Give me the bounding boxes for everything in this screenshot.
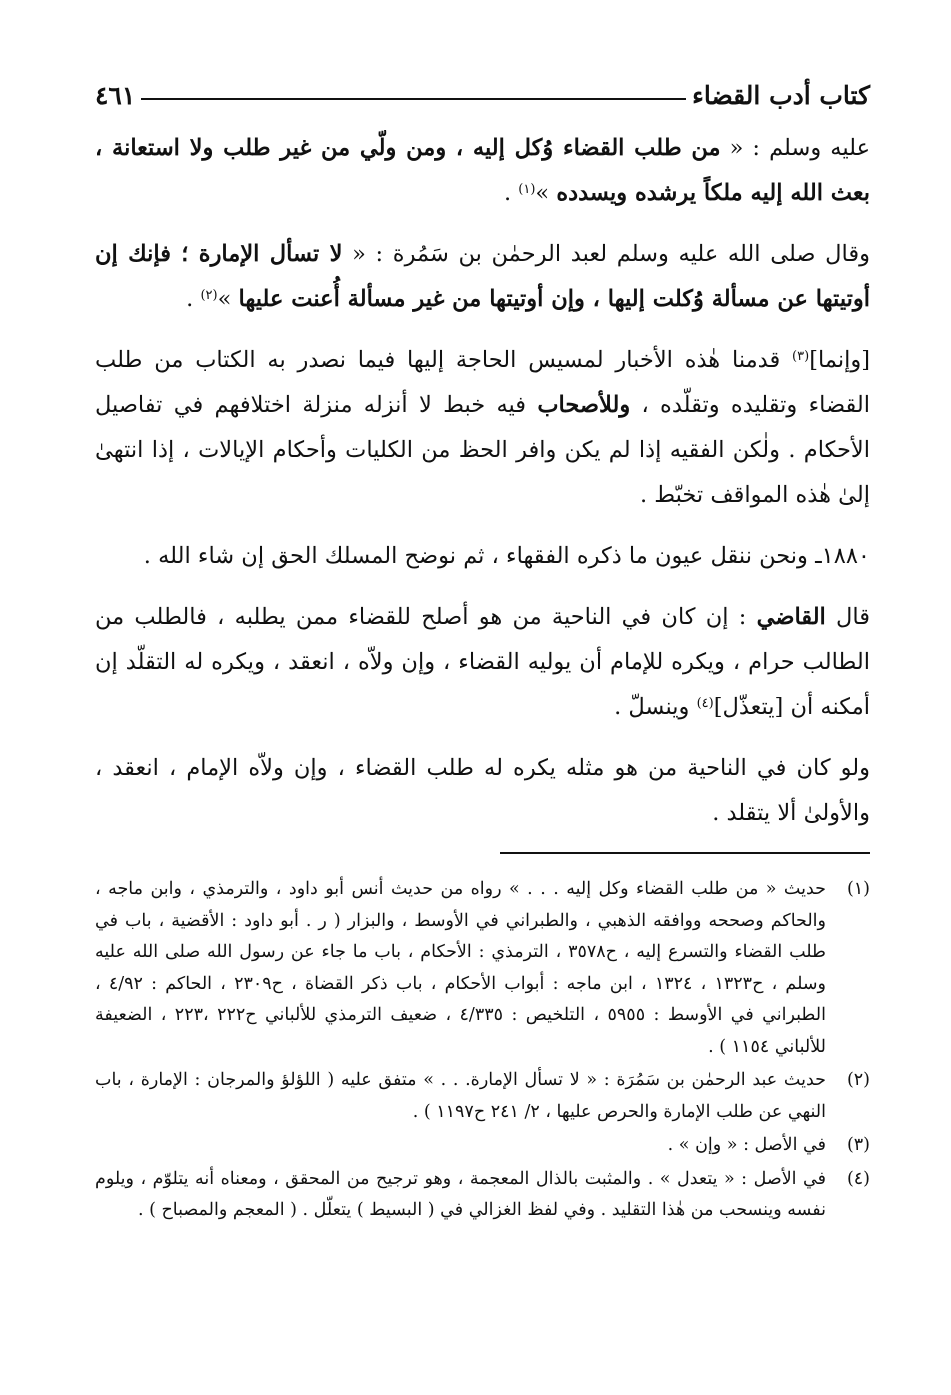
paragraph-2 <box>95 232 870 322</box>
footnote-text: في الأصل : « وإن » . <box>667 1135 826 1155</box>
footnote-ref: (٤) <box>696 696 714 711</box>
footnote-text: حديث عبد الرحمٰن بن سَمُرَة : « لا تسأل الإمارة. . . » متفق عليه ( اللؤلؤ والمرجان : الإمارة ، باب النهي عن طلب الإمارة والحرص عليها ، ٢/ ٢٤١ ح١١٩٧ ) . <box>95 1070 826 1122</box>
footnote-number: (٣) <box>846 1135 870 1155</box>
hadith-quote: لا تسأل الإمارة ؛ فإنك إن أوتيتها عن مسألة وُكلت إليها ، وإن أوتيتها من غير مسألة أُعنت عليها <box>95 241 870 312</box>
footnote-number: (٢) <box>846 1070 870 1090</box>
text-run: . <box>503 180 519 206</box>
text-run: ولو كان في الناحية من هو مثله يكره له طلب القضاء ، وإن ولاّه الإمام ، انعقد ، والأولىٰ ألا يتقلد . <box>95 755 870 826</box>
footnote-ref: (١) <box>518 182 536 197</box>
paragraph-5 <box>95 595 870 730</box>
footnote-number: (١) <box>846 879 870 899</box>
emphasis-term: وللأصحاب <box>537 392 631 418</box>
footnote <box>95 1130 870 1162</box>
footnote <box>95 874 870 1063</box>
text-run: » <box>535 180 557 206</box>
book-page <box>95 70 870 1229</box>
paragraph-4 <box>95 534 870 579</box>
emphasis-term: القاضي <box>756 604 826 630</box>
page-number: ٤٦١ <box>95 81 136 110</box>
section-number: ١٨٨٠ـ <box>815 543 870 569</box>
text-run: . <box>186 286 201 312</box>
footnote-ref: (٣) <box>792 349 810 364</box>
text-run: : إن كان في الناحية من هو أصلح للقضاء ممن يطلبه ، فالطلب من الطالب حرام ، ويكره للإمام أن يوليه القضاء ، وإن ولاّه ، انعقد ، ويكره له التقلّد إن أمكنه أن [يتعذّل] <box>95 604 870 720</box>
text-run: عليه وسلم : « <box>720 135 870 161</box>
text-run: » <box>217 286 239 312</box>
text-run: وقال صلى الله عليه وسلم لعبد الرحمٰن بن سَمُرة : « <box>342 241 870 267</box>
footnote-text: حديث « من طلب القضاء وكل إليه . . . » رواه من حديث أنس أبو داود ، والترمذي ، وابن ماجه ، والحاكم وصححه ووافقه الذهبي ، والطبراني في الأوسط ، والبزار ( ر . أبو داود : الأقضية ، باب في طلب القضاء والتسرع إليه ، ح٣٥٧٨ ، الترمذي : الأحكام ، باب ما جاء عن رسول الله صلى الله عليه وسلم ، ح١٣٢٣ ، ١٣٢٤ ، ابن ماجه : أبواب الأحكام ، باب ذكر القضاة ، ح٢٣٠٩ ، الحاكم : ٤/٩٢ ، الطبراني في الأوسط : ٥٩٥٥ ، التلخيص : ٤/٣٣٥ ، ضعيف الترمذي للألباني ح٢٢٢ ،٢٢٣ ، الضعيفة للألباني ١١٥٤ ) . <box>95 879 826 1057</box>
footnote <box>95 1164 870 1227</box>
text-run: [وإنما] <box>809 347 870 373</box>
paragraph-6 <box>95 746 870 836</box>
paragraph-1 <box>95 126 870 216</box>
paragraph-3 <box>95 338 870 518</box>
footnote-divider <box>500 852 870 854</box>
footnote-text: في الأصل : « يتعدل » . والمثبت بالذال المعجمة ، وهو ترجيح من المحقق ، ومعناه أنه يتلوّم ، ويلوم نفسه وينسحب من هٰذا التقليد . وفي لفظ الغزالي في ( البسيط ) يتعلّل . ( المعجم والمصباح ) . <box>95 1168 826 1220</box>
running-header <box>95 70 870 110</box>
text-run: وينسلّ . <box>614 694 697 720</box>
header-rule <box>141 98 686 100</box>
footnote-number: (٤) <box>846 1168 870 1189</box>
text-run: فيه خبط لا أنزله منزلة اختلافهم في تفاصيل الأحكام . ولٰكن الفقيه إذا لم يكن وافر الحظ من الكليات وأحكام الإيالات ، إذا انتهىٰ إلىٰ هٰذه المواقف تخبّط . <box>95 392 870 508</box>
running-title: كتاب أدب القضاء <box>692 81 870 110</box>
hadith-quote: من طلب القضاء وُكل إليه ، ومن ولّي من غير طلب ولا استعانة ، بعث الله إليه ملكاً يرشده ويسدده <box>95 135 870 206</box>
text-run: ونحن ننقل عيون ما ذكره الفقهاء ، ثم نوضح المسلك الحق إن شاء الله . <box>143 543 816 569</box>
footnote-ref: (٢) <box>200 288 218 303</box>
footnote <box>95 1065 870 1128</box>
text-run: قال <box>825 604 870 630</box>
text-run: قدمنا هٰذه الأخبار لمسيس الحاجة إليها فيما نصدر به الكتاب من طلب القضاء وتقليده وتقلّده ، <box>95 347 871 418</box>
